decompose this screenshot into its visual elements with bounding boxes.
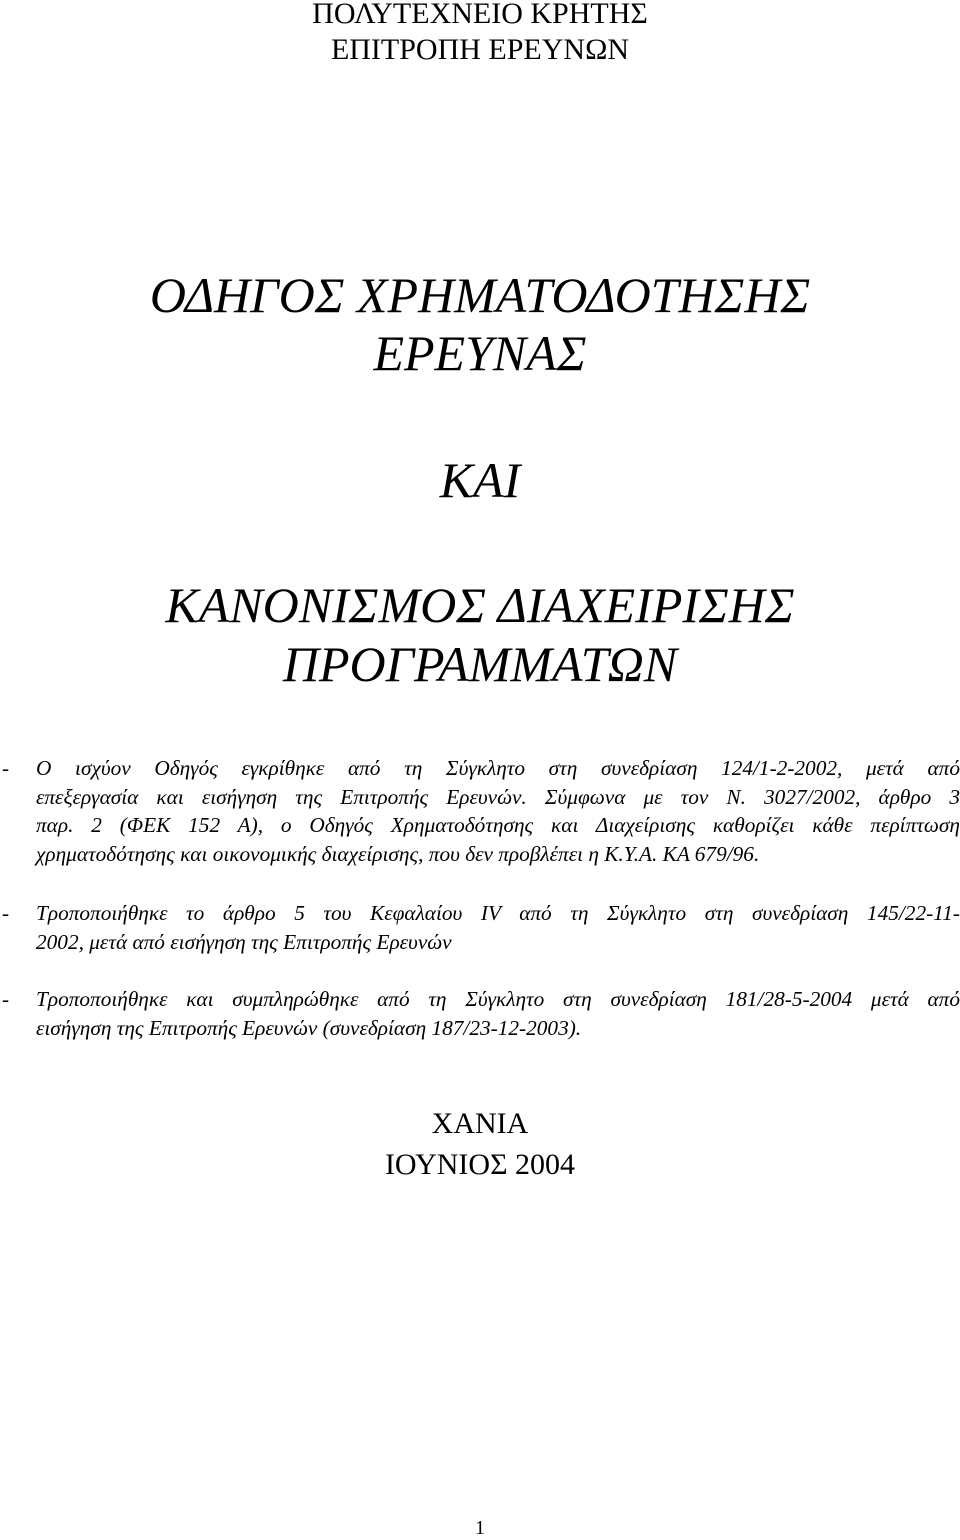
note-3-dash: - xyxy=(2,987,10,1011)
title-line-1: ΟΔΗΓΟΣ ΧΡΗΜΑΤΟΔΟΤΗΣΗΣ xyxy=(149,267,811,323)
institution-name: ΠΟΛΥΤΕΧΝΕΙΟ ΚΡΗΤΗΣ xyxy=(312,0,648,30)
note-1-line-3: παρ. 2 (ΦΕΚ 152 Α), ο Οδηγός Χρηματοδότησης και Διαχείρισης καθορίζει κάθε περίπτωση xyxy=(36,813,960,837)
note-3 xyxy=(0,985,960,1042)
note-1-line-2: επεξεργασία και εισήγηση της Επιτροπής Ερευνών. Σύμφωνα με τον Ν. 3027/2002, άρθρο 3 xyxy=(36,784,960,809)
place-name: ΧΑΝΙΑ xyxy=(431,1107,529,1140)
note-2-dash: - xyxy=(2,901,10,925)
committee-name: ΕΠΙΤΡΟΠΗ ΕΡΕΥΝΩΝ xyxy=(330,33,630,66)
title-line-4: ΚΑΝΟΝΙΣΜΟΣ ΔΙΑΧΕΙΡΙΣΗΣ xyxy=(165,577,795,633)
note-3-line-2: εισήγηση της Επιτροπής Ερευνών (συνεδρίαση 187/23-12-2003). xyxy=(36,1015,582,1040)
note-1-line-1: Ο ισχύον Οδηγός εγκρίθηκε από τη Σύγκλητο στη συνεδρίαση 124/1-2-2002, μετά από xyxy=(36,756,960,780)
title-line-5: ΠΡΟΓΡΑΜΜΑΤΩΝ xyxy=(282,636,678,692)
note-2-line-1: Τροποποιήθηκε το άρθρο 5 του Κεφαλαίου IV από τη Σύγκλητο στη συνεδρίαση 145/22-11- xyxy=(36,901,960,925)
note-1-line-4: χρηματοδότησης και οικονομικής διαχείρισης, που δεν προβλέπει η Κ.Υ.Α. ΚΑ 679/96. xyxy=(36,841,760,866)
note-3-line-1: Τροποποιήθηκε και συμπληρώθηκε από τη Σύγκλητο στη συνεδρίαση 181/28-5-2004 μετά από xyxy=(36,987,960,1011)
note-1-dash: - xyxy=(2,756,10,780)
title-line-3: ΚΑΙ xyxy=(439,452,521,508)
note-2 xyxy=(0,899,960,956)
note-2-line-2: 2002, μετά από εισήγηση της Επιτροπής Ερευνών xyxy=(36,929,452,954)
title-line-2: ΕΡΕΥΝΑΣ xyxy=(373,325,587,381)
note-1 xyxy=(0,754,960,868)
page-number: 1 xyxy=(475,1517,485,1539)
publication-date: ΙΟΥΝΙΟΣ 2004 xyxy=(384,1148,576,1181)
